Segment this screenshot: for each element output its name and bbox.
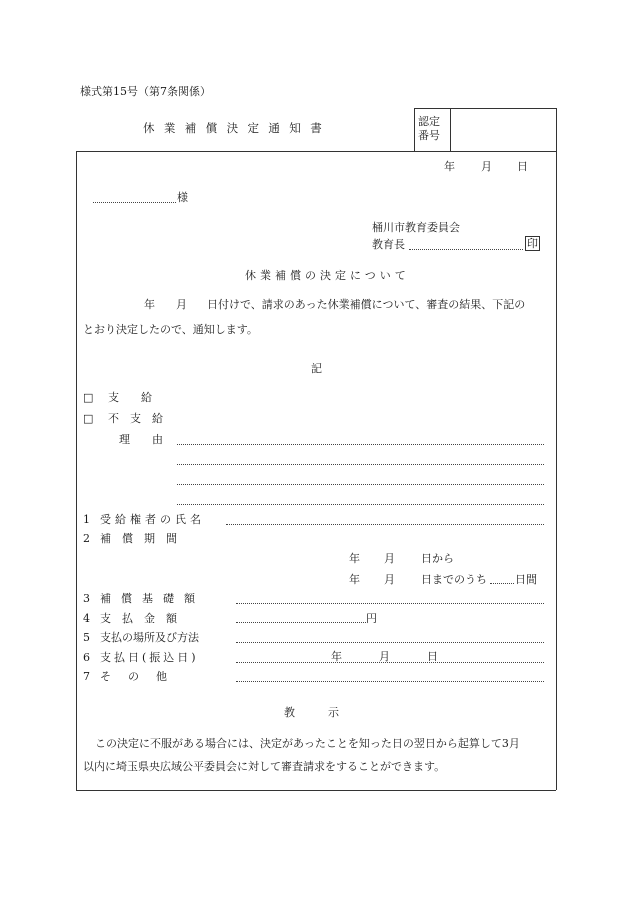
cert-right-border (556, 108, 557, 151)
reason-line-2[interactable] (177, 464, 544, 465)
item6-month: 月 (379, 650, 390, 663)
item6-day: 日 (427, 650, 438, 663)
cert-number-field[interactable] (455, 122, 550, 138)
reason-line-1[interactable] (177, 444, 544, 445)
intro-year: 年 (144, 298, 155, 311)
nopay-label: 不 支 給 (108, 412, 163, 425)
item2-number: 2 (83, 532, 90, 545)
item7-number: 7 (83, 670, 90, 683)
period-to-tail: 日までのうち (421, 573, 487, 586)
reason-label: 理 由 (119, 433, 163, 446)
item1-line[interactable] (226, 524, 544, 525)
item5-label: 支払の場所及び方法 (100, 631, 199, 644)
period-from-year: 年 (349, 552, 360, 565)
item7-line[interactable] (236, 681, 544, 682)
item4-line[interactable] (236, 622, 366, 623)
document-title: 休業補償決定通知書 (143, 121, 332, 135)
item6-number: 6 (83, 651, 90, 664)
item4-label: 支 払 金 額 (100, 612, 177, 625)
subject-title: 休業補償の決定について (245, 269, 410, 282)
frame-left-border (76, 151, 77, 790)
item2-label: 補 償 期 間 (100, 532, 177, 545)
recipient-name-line[interactable] (93, 202, 176, 203)
recipient-suffix: 様 (177, 191, 188, 204)
form-number: 様式第15号（第7条関係） (80, 85, 211, 98)
issuer-name-line[interactable] (409, 249, 523, 250)
period-days-line[interactable] (490, 583, 514, 584)
date-year: 年 (444, 160, 455, 173)
issuer-title: 教育長 (372, 238, 405, 251)
intro-line2: とおり決定したので、通知します。 (83, 323, 258, 336)
item7-label: そ の 他 (100, 670, 170, 683)
item5-number: 5 (83, 631, 90, 644)
item4-unit: 円 (366, 612, 377, 625)
period-to-year: 年 (349, 573, 360, 586)
date-day: 日 (517, 160, 528, 173)
item1-label: 受給権者の氏名 (100, 513, 205, 526)
period-days-unit: 日間 (515, 573, 537, 586)
cert-left-border (414, 108, 415, 151)
intro-month: 月 (176, 298, 187, 311)
item3-line[interactable] (236, 603, 544, 604)
issuer-org: 桶川市教育委員会 (372, 221, 460, 234)
item3-number: 3 (83, 592, 90, 605)
period-to-month: 月 (384, 573, 395, 586)
item3-label: 補償基礎額 (100, 592, 205, 605)
date-month: 月 (481, 160, 492, 173)
notice-title: 教 示 (284, 706, 339, 719)
notice-line2: 以内に埼玉県央広域公平委員会に対して審査請求をすることができます。 (83, 760, 446, 773)
reason-line-3[interactable] (177, 484, 544, 485)
period-from-month: 月 (384, 552, 395, 565)
item6-year: 年 (331, 650, 342, 663)
nopay-checkbox[interactable]: □ (83, 412, 94, 425)
frame-bottom-border (76, 790, 556, 791)
frame-right-border (556, 151, 557, 790)
item6-line[interactable] (236, 662, 544, 663)
notice-line1: この決定に不服がある場合には、決定があったことを知った日の翌日から起算して3月 (95, 737, 520, 750)
seal-mark: 印 (527, 237, 538, 250)
pay-checkbox[interactable]: □ (83, 391, 94, 404)
reason-line-4[interactable] (177, 504, 544, 505)
pay-label: 支 給 (108, 391, 152, 404)
cert-label-line1: 認定 (418, 115, 440, 128)
header-top-border (414, 108, 556, 109)
period-from-tail: 日から (421, 552, 454, 565)
intro-line1: 日付けで、請求のあった休業補償について、審査の結果、下記の (207, 298, 526, 311)
ki-label: 記 (311, 362, 322, 375)
item1-number: 1 (83, 513, 90, 526)
item4-number: 4 (83, 612, 90, 625)
item5-line[interactable] (236, 642, 544, 643)
frame-top-border (76, 151, 556, 152)
cert-divider (450, 108, 451, 151)
item6-label: 支払日(振込日) (100, 651, 199, 664)
cert-label-line2: 番号 (418, 129, 440, 142)
